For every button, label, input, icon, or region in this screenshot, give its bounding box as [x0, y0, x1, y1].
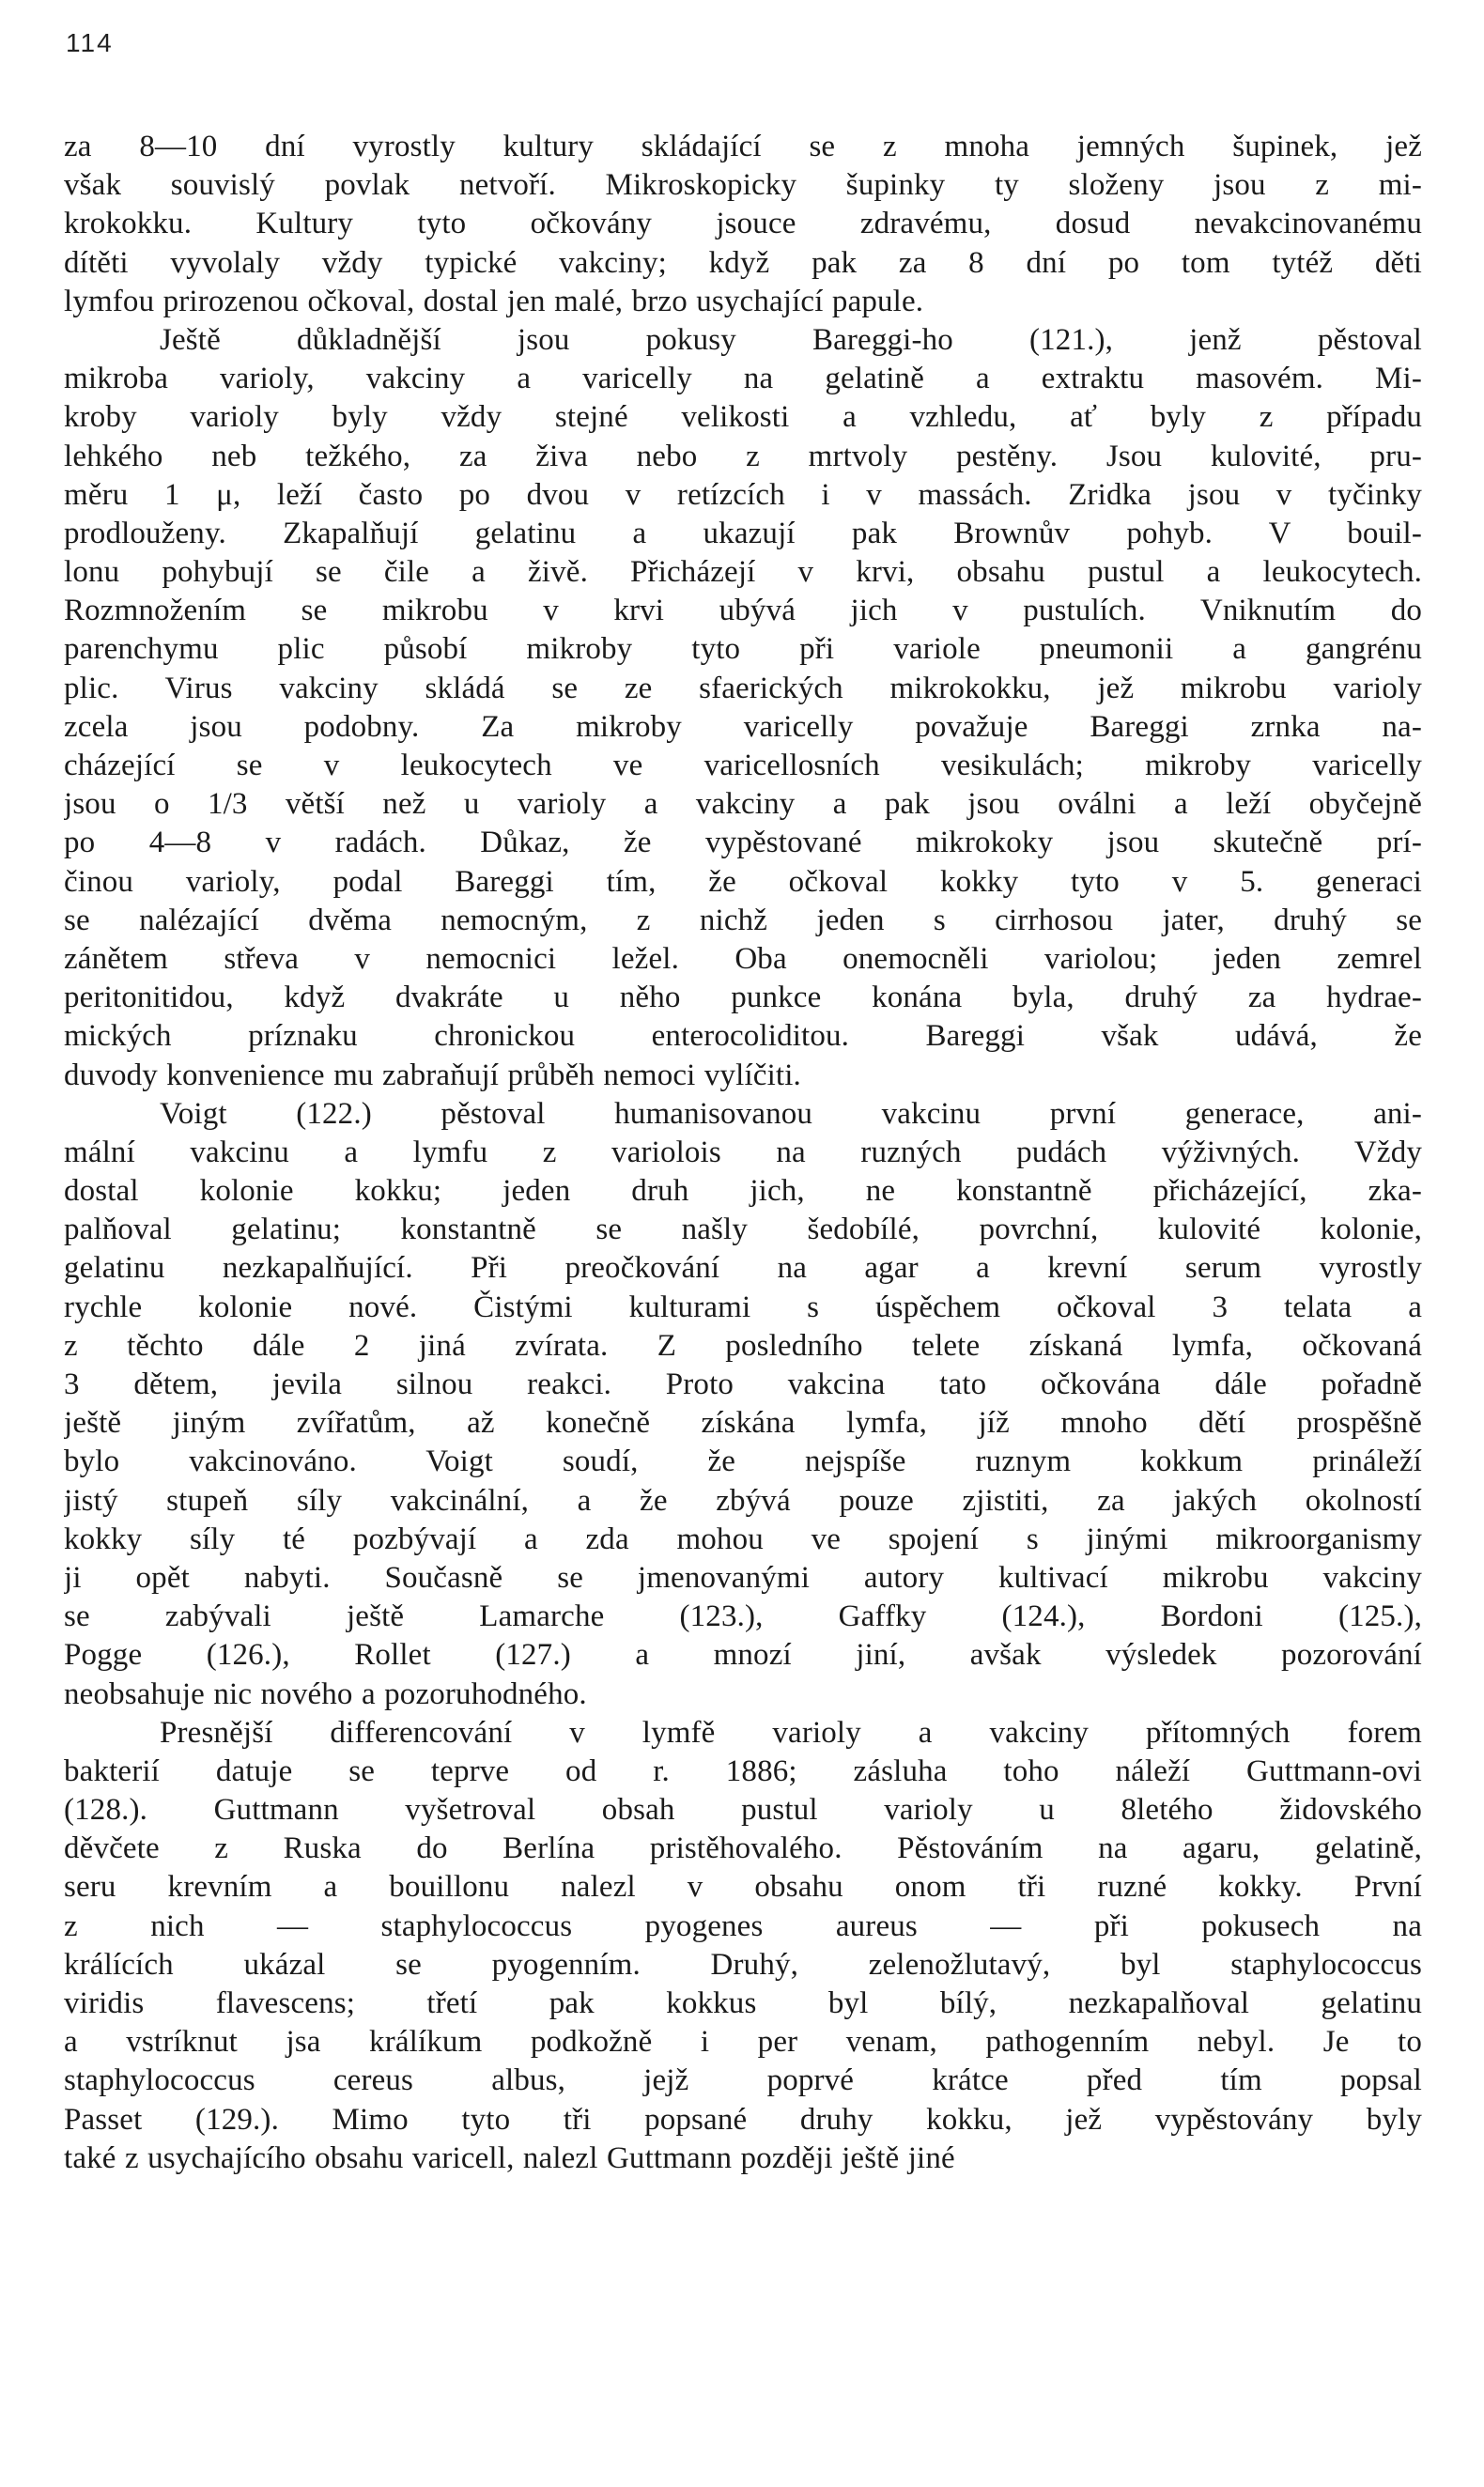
text-line: krokokku. Kultury tyto očkovány jsouce zdravému, dosud nevakcinovanému	[64, 207, 1422, 241]
text-line: jsou o 1/3 větší než u varioly a vakciny a pak jsou oválni a leží obyčejně	[64, 787, 1422, 822]
text-line: Pogge (126.), Rollet (127.) a mnozí jiní, avšak výsledek pozorování	[64, 1638, 1422, 1673]
text-line: prodlouženy. Zkapalňují gelatinu a ukazují pak Brownův pohyb. V bouil-	[64, 516, 1422, 550]
text-line: ji opět nabyti. Současně se jmenovanými autory kultivací mikrobu vakciny	[64, 1560, 1422, 1595]
text-line: činou varioly, podal Bareggi tím, že očkoval kokky tyto v 5. generaci	[64, 864, 1422, 899]
text-line: také z usychajícího obsahu varicell, nalezl Guttmann později ještě jiné	[64, 2140, 955, 2175]
text-line: duvody konvenience mu zabraňují průběh nemoci vylíčiti.	[64, 1058, 801, 1092]
text-line: palňoval gelatinu; konstantně se našly šedobílé, povrchní, kulovité kolonie,	[64, 1213, 1422, 1247]
text-line: však souvislý povlak netvoří. Mikroskopicky šupinky ty složeny jsou z mi-	[64, 168, 1422, 203]
text-line: ještě jiným zvířatům, až konečně získána lymfa, jíž mnoho dětí prospěšně	[64, 1406, 1422, 1441]
text-line: Voigt (122.) pěstoval humanisovanou vakcinu první generace, ani-	[160, 1096, 1422, 1131]
text-line: rychle kolonie nové. Čistými kulturami s úspěchem očkoval 3 telata a	[64, 1290, 1422, 1324]
text-line: mální vakcinu a lymfu z variolois na ruzných pudách výživných. Vždy	[64, 1135, 1422, 1169]
text-line: seru krevním a bouillonu nalezl v obsahu onom tři ruzné kokky. První	[64, 1870, 1422, 1905]
page-number: 114	[66, 28, 114, 57]
text-line: 3 dětem, jevila silnou reakci. Proto vakcina tato očkována dále pořadně	[64, 1367, 1422, 1401]
text-line: kokky síly té pozbývají a zda mohou ve spojení s jinými mikroorganismy	[64, 1522, 1422, 1556]
text-line: Ještě důkladnější jsou pokusy Bareggi-ho (121.), jenž pěstoval	[160, 322, 1422, 357]
paragraph	[64, 321, 1422, 1095]
text-line: lymfou prirozenou očkoval, dostal jen malé, brzo usychající papule.	[64, 284, 924, 318]
text-line: měru 1 μ, leží často po dvou v retízcích i v massách. Zridka jsou v tyčinky	[64, 477, 1422, 512]
body-text	[64, 128, 1422, 2178]
text-line: lonu pohybují se čile a živě. Přicházejí v krvi, obsahu pustul a leukocytech.	[64, 555, 1422, 590]
text-line: parenchymu plic působí mikroby tyto při variole pneumonii a gangrénu	[64, 632, 1422, 667]
text-line: staphylococcus cereus albus, jejž poprvé krátce před tím popsal	[64, 2063, 1422, 2098]
text-line: viridis flavescens; třetí pak kokkus byl bílý, nezkapalňoval gelatinu	[64, 1986, 1422, 2020]
text-line: plic. Virus vakciny skládá se ze sfaerických mikrokokku, jež mikrobu varioly	[64, 671, 1422, 705]
text-line: se nalézající dvěma nemocným, z nichž jeden s cirrhosou jater, druhý se	[64, 903, 1422, 937]
text-line: z nich — staphylococcus pyogenes aureus — při pokusech na	[64, 1908, 1422, 1943]
text-line: za 8—10 dní vyrostly kultury skládající se z mnoha jemných šupinek, jež	[64, 130, 1422, 163]
text-line: lehkého neb težkého, za živa nebo z mrtvoly pestěny. Jsou kulovité, pru-	[64, 439, 1422, 473]
text-line: a vstríknut jsa králíkum podkožně i per venam, pathogenním nebyl. Je to	[64, 2025, 1422, 2060]
text-line: dostal kolonie kokku; jeden druh jich, ne konstantně přicházející, zka-	[64, 1174, 1422, 1209]
text-line: se zabývali ještě Lamarche (123.), Gaffky (124.), Bordoni (125.),	[64, 1599, 1422, 1634]
text-line: kroby varioly byly vždy stejné velikosti a vzhledu, ať byly z případu	[64, 400, 1422, 435]
text-line: děvčete z Ruska do Berlína pristěhovalého. Pěstováním na agaru, gelatině,	[64, 1831, 1422, 1866]
text-line: mikroba varioly, vakciny a varicelly na gelatině a extraktu masovém. Mi-	[64, 362, 1422, 396]
text-line: z těchto dále 2 jiná zvírata. Z posledního telete získaná lymfa, očkovaná	[64, 1328, 1422, 1363]
text-line: králících ukázal se pyogenním. Druhý, zelenožlutavý, byl staphylococcus	[64, 1947, 1422, 1982]
text-line: bylo vakcinováno. Voigt soudí, že nejspíše ruznym kokkum prináleží	[64, 1444, 1422, 1479]
text-line: jistý stupeň síly vakcinální, a že zbývá pouze zjistiti, za jakých okolností	[64, 1483, 1422, 1518]
text-line: Rozmnožením se mikrobu v krvi ubývá jich v pustulích. Vniknutím do	[64, 594, 1422, 628]
paragraph	[64, 1095, 1422, 1714]
text-line: gelatinu nezkapalňující. Při preočkování na agar a krevní serum vyrostly	[64, 1251, 1422, 1286]
text-line: po 4—8 v radách. Důkaz, že vypěstované mikrokoky jsou skutečně prí-	[64, 826, 1422, 860]
text-line: mických príznaku chronickou enterocoliditou. Bareggi však udává, že	[64, 1019, 1422, 1054]
text-line: zánětem střeva v nemocnici ležel. Oba onemocněli variolou; jeden zemrel	[64, 941, 1422, 976]
text-line: neobsahuje nic nového a pozoruhodného.	[64, 1676, 587, 1711]
text-line: zcela jsou podobny. Za mikroby varicelly považuje Bareggi zrnka na-	[64, 709, 1422, 744]
text-line: cházející se v leukocytech ve varicellosních vesikulách; mikroby varicelly	[64, 749, 1422, 782]
text-line: Presnější differencování v lymfě varioly a vakciny přítomných forem	[160, 1715, 1422, 1750]
paragraph	[64, 128, 1422, 321]
text-line: peritonitidou, když dvakráte u něho punkce konána byla, druhý za hydrae-	[64, 981, 1422, 1015]
text-line: bakterií datuje se teprve od r. 1886; zásluha toho náleží Guttmann-ovi	[64, 1753, 1422, 1788]
text-line: (128.). Guttmann vyšetroval obsah pustul varioly u 8letého židovského	[64, 1793, 1422, 1828]
text-line: Passet (129.). Mimo tyto tři popsané druhy kokku, jež vypěstovány byly	[64, 2102, 1422, 2137]
text-line: dítěti vyvolaly vždy typické vakciny; když pak za 8 dní po tom tytéž děti	[64, 245, 1422, 280]
paragraph	[64, 1714, 1422, 2178]
